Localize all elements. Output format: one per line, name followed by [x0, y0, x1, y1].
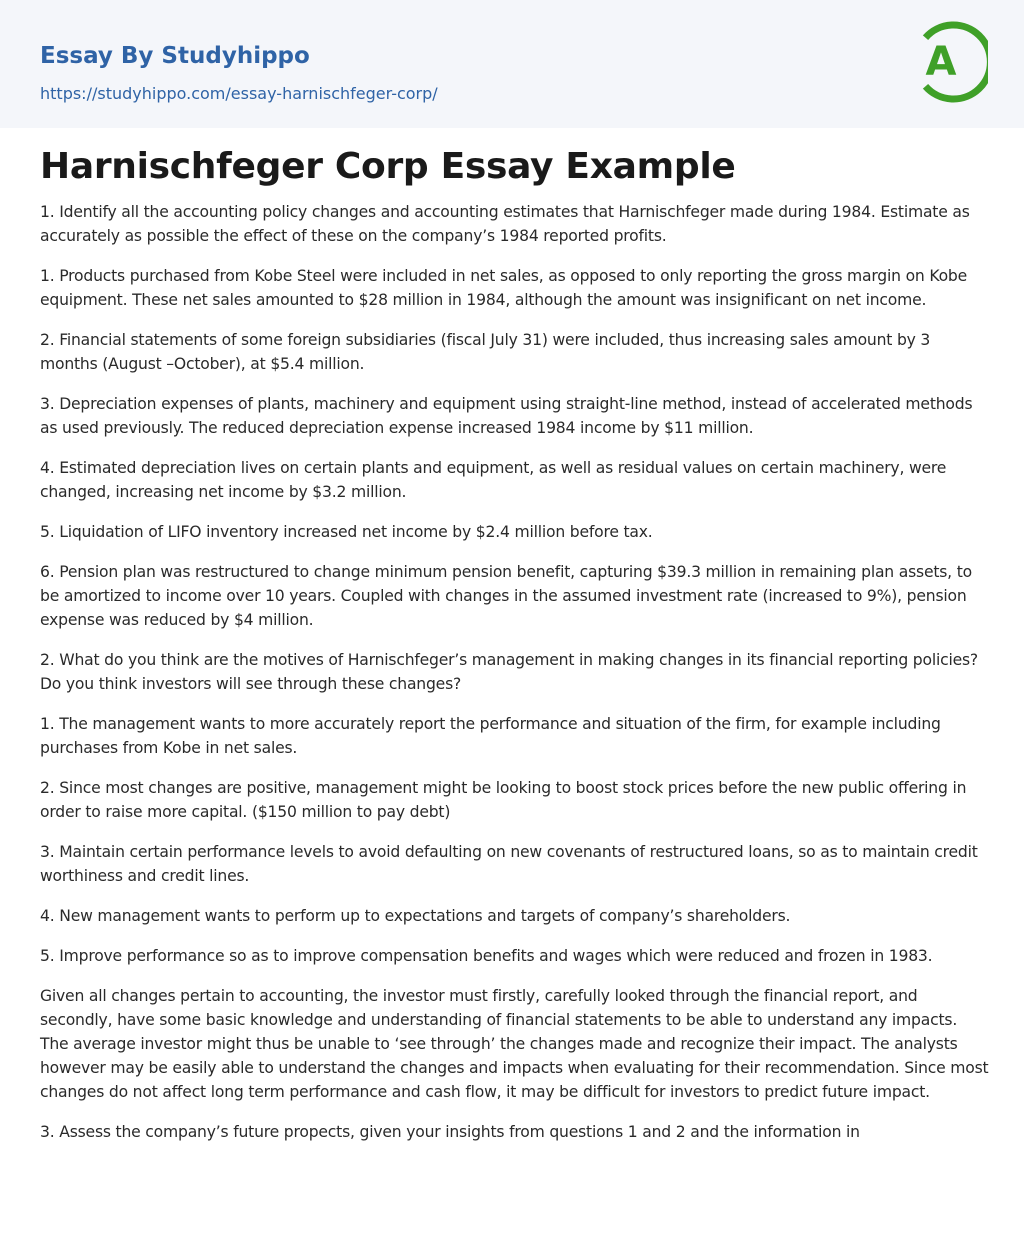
article-paragraph: 3. Maintain certain performance levels to avoid defaulting on new covenants of restructured loans, so as to maintain credit worthiness and credit lines. [40, 843, 978, 885]
source-url-link[interactable]: https://studyhippo.com/essay-harnischfeger-corp/ [40, 84, 438, 103]
article-paragraph: 3. Depreciation expenses of plants, machinery and equipment using straight-line method, instead of accelerated methods as used previously. The reduced depreciation expense increased 1984 income by $11 million. [40, 395, 973, 437]
article-body [40, 200, 990, 1144]
studyhippo-logo[interactable] [908, 18, 988, 106]
article-paragraph: 5. Liquidation of LIFO inventory increased net income by $2.4 million before tax. [40, 523, 653, 541]
page-title: Harnischfeger Corp Essay Example [40, 146, 736, 187]
article-paragraph: 1. Products purchased from Kobe Steel were included in net sales, as opposed to only reporting the gross margin on Kobe equipment. These net sales amounted to $28 million in 1984, although the amount was insignificant on net income. [40, 267, 968, 309]
article-paragraph: 2. Since most changes are positive, management might be looking to boost stock prices before the new public offering in order to raise more capital. ($150 million to pay debt) [40, 779, 967, 821]
brand-title[interactable]: Essay By Studyhippo [40, 43, 310, 69]
article-paragraph: 1. Identify all the accounting policy changes and accounting estimates that Harnischfeger made during 1984. Estimate as accurately as possible the effect of these on the company’s 1984 reported profits. [40, 203, 970, 245]
article-paragraph: 4. New management wants to perform up to expectations and targets of company’s shareholders. [40, 907, 791, 925]
site-header [0, 0, 1024, 128]
article-paragraph: Given all changes pertain to accounting, the investor must firstly, carefully looked through the financial report, and secondly, have some basic knowledge and understanding of financial statements to be able to understand any impacts. The average investor might thus be unable to ‘see through’ the changes made and recognize their impact. The analysts however may be easily able to understand the changes and impacts when evaluating for their recommendation. Since most changes do not affect long term performance and cash flow, it may be difficult for investors to predict future impact. [40, 987, 989, 1101]
article-paragraph: 2. Financial statements of some foreign subsidiaries (fiscal July 31) were included, thus increasing sales amount by 3 months (August –October), at $5.4 million. [40, 331, 931, 373]
article-paragraph: 4. Estimated depreciation lives on certain plants and equipment, as well as residual values on certain machinery, were changed, increasing net income by $3.2 million. [40, 459, 947, 501]
article-paragraph: 1. The management wants to more accurately report the performance and situation of the firm, for example including purchases from Kobe in net sales. [40, 715, 941, 757]
article-paragraph: 5. Improve performance so as to improve compensation benefits and wages which were reduced and frozen in 1983. [40, 947, 933, 965]
article-content [40, 142, 990, 1160]
logo-letter: A [925, 39, 957, 85]
article-paragraph: 6. Pension plan was restructured to change minimum pension benefit, capturing $39.3 million in remaining plan assets, to be amortized to income over 10 years. Coupled with changes in the assumed investment rate (increased to 9%), pension expense was reduced by $4 million. [40, 563, 972, 629]
article-paragraph: 3. Assess the company’s future propects, given your insights from questions 1 and 2 and the information in [40, 1123, 860, 1141]
article-paragraph: 2. What do you think are the motives of Harnischfeger’s management in making changes in its financial reporting policies? Do you think investors will see through these changes? [40, 651, 978, 693]
